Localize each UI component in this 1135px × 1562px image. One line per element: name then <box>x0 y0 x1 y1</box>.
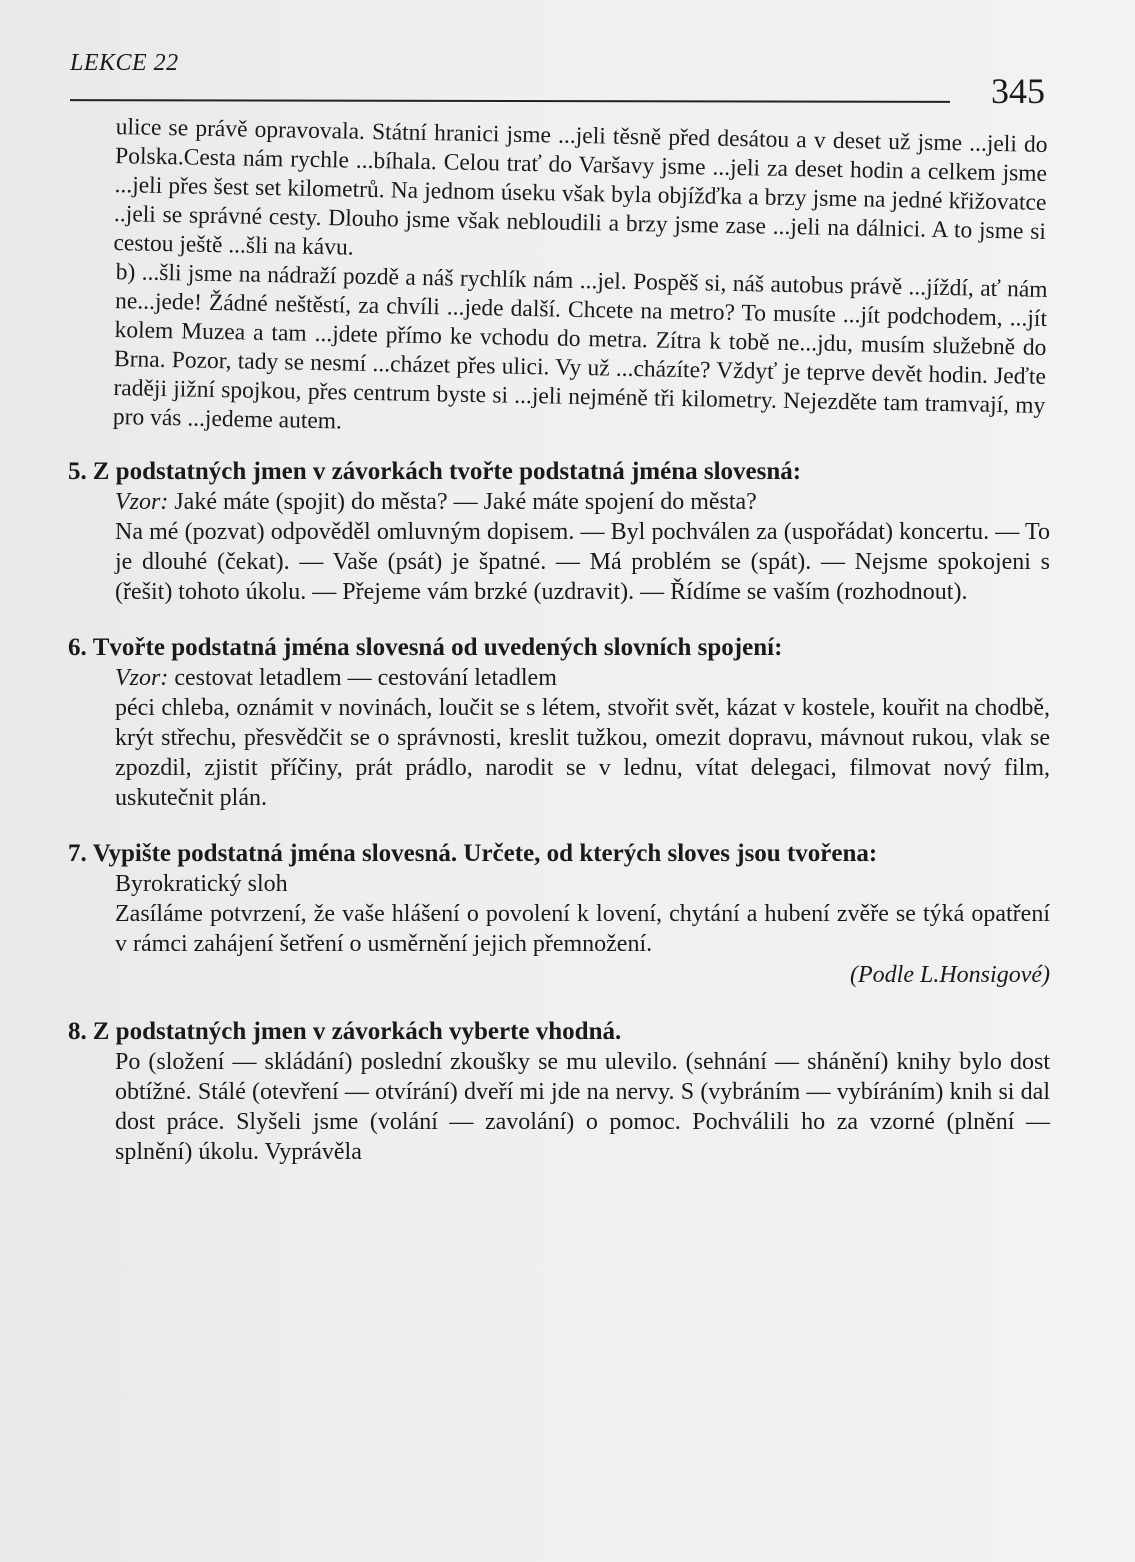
exercise-heading <box>60 457 1050 487</box>
continuation-paragraph-b: b) ...šli jsme na nádraží pozdě a náš rychlík nám ...jel. Pospěš si, náš autobus právě ...jíždí, ať nám ne...jede! Žádné neštěstí, za chvíli ...jede další. Chcete na metro? To musíte ...jít podchodem, ...jít kolem Muzea a tam ...jdete přímo ke vchodu do metra. Zítra k tobě ne...jdu, musím služebně do Brna. Pozor, tady se nesmí ...cházet přes ulici. Vy už ...cházíte? Vždyť je teprve devět hodin. Jeďte raději jižní spojkou, přes centrum byste si ...jeli nejméně tři kilometry. Nejezděte tam tramvají, my pro vás ...jedeme autem. <box>112 259 1048 435</box>
continuation-paragraph: ulice se právě opravovala. Státní hranici jsme ...jeli těsně před desátou a v deset už jsme ...jeli do Polska.Cesta nám rychle ...bíhala. Celou trať do Varšavy jsme ...jeli za deset hodin a celkem jsme ...jeli přes šest set kilometrů. Na jednom úseku však byla objížďka a brzy jsme na jedné křižovatce ..jeli se správné cesty. Dlouho jsme však nebloudili a brzy jsme zase ...jeli na dálnici. A to jsme si cestou ještě ...šli na kávu. <box>113 114 1048 261</box>
lesson-label: LEKCE 22 <box>70 50 179 76</box>
exercise-title: Z podstatných jmen v závorkách tvořte podstatná jména slovesná: <box>92 458 802 485</box>
exercise-number: 7. <box>68 840 87 867</box>
page-body <box>60 112 1050 1167</box>
exercise-text: péci chleba, oznámit v novinách, loučit se s létem, stvořit svět, kázat v kostele, kouřit na chodbě, krýt střechu, přesvědčit se o správnosti, kreslit tužkou, omezit dopravu, mávnout rukou, vlak se zpozdil, zjistit příčiny, prát prádlo, narodit se v lednu, vítat delegaci, filmovat nový film, uskutečnit plán. <box>115 695 1050 811</box>
vzor-label: Vzor: <box>115 665 169 691</box>
vzor-text: cestovat letadlem — cestování letadlem <box>168 665 557 691</box>
exercise-text: Zasíláme potvrzení, že vaše hlášení o povolení k lovení, chytání a hubení zvěře se týká opatření v rámci zahájení šetření o usměrnění jejich přemnožení. <box>115 901 1050 957</box>
exercise-heading <box>60 633 1050 663</box>
vzor-line <box>60 663 1050 693</box>
exercise-number: 6. <box>68 634 87 661</box>
page-number: 345 <box>991 71 1045 111</box>
exercise-8 <box>60 1017 1050 1167</box>
exercise-text: Po (složení — skládání) poslední zkoušky se mu ulevilo. (sehnání — shánění) knihy bylo dost obtížné. Stálé (otevření — otvírání) dveří mi jde na nervy. S (vybráním — vybíráním) knih si dal dost práce. Slyšeli jsme (volání — zavolání) o pomoc. Pochválili ho za vzorné (plnění — splnění) úkolu. Vyprávěla <box>115 1049 1050 1165</box>
vzor-label: Vzor: <box>115 489 169 515</box>
page-header <box>70 44 1045 114</box>
exercise-6 <box>60 633 1050 813</box>
exercise-title: Vypište podstatná jména slovesná. Určete, od kterých sloves jsou tvořena: <box>92 840 878 867</box>
header-rule <box>70 99 950 103</box>
exercise-7 <box>60 839 1050 991</box>
exercise-heading <box>60 1017 1050 1047</box>
exercise-number: 5. <box>68 458 87 485</box>
exercise-subtitle: Byrokratický sloh <box>115 871 288 897</box>
exercise-text: Na mé (pozvat) odpověděl omluvným dopisem. — Byl pochválen za (uspořádat) koncertu. — To je dlouhé (čekat). — Vaše (psát) je špatné. — Má problém se (spát). — Nejsme spokojeni s (řešit) tohoto úkolu. — Přejeme vám brzké (uzdravit). — Řídíme se vaším (rozhodnout). <box>115 519 1050 605</box>
exercise-title: Tvořte podstatná jména slovesná od uvedených slovních spojení: <box>92 634 783 661</box>
vzor-text: Jaké máte (spojit) do města? — Jaké máte spojení do města? <box>168 489 757 515</box>
exercise-number: 8. <box>68 1018 87 1045</box>
exercise-title: Z podstatných jmen v závorkách vyberte vhodná. <box>92 1018 622 1045</box>
author-attribution: (Podle L.Honsigové) <box>850 962 1050 988</box>
exercise-5 <box>60 457 1050 607</box>
exercise-heading <box>60 839 1050 869</box>
vzor-line <box>60 487 1050 517</box>
